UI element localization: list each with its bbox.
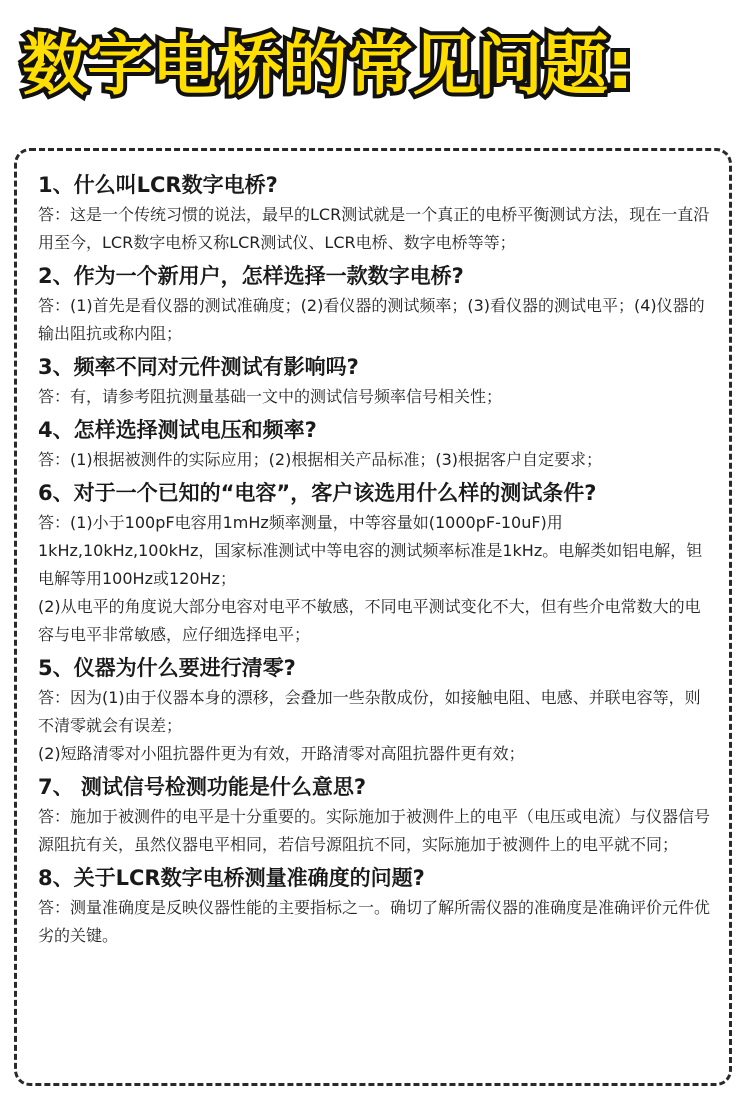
answer-8 xyxy=(38,894,713,950)
answer-1 xyxy=(38,201,713,257)
faq-item-4 xyxy=(38,416,713,474)
answer-2-paragraph-1: 答：(1)首先是看仪器的测试准确度；(2)看仪器的测试频率；(3)看仪器的测试电平；(4)仪器的输出阻抗或称内阻； xyxy=(38,296,705,343)
question-1: 1、什么叫LCR数字电桥? xyxy=(38,173,278,197)
faq-item-7 xyxy=(38,773,713,859)
answer-5 xyxy=(38,684,713,768)
answer-1-paragraph-1: 答：这是一个传统习惯的说法，最早的LCR测试就是一个真正的电桥平衡测试方法，现在一直沿用至今，LCR数字电桥又称LCR测试仪、LCR电桥、数字电桥等等； xyxy=(38,205,710,252)
answer-4-paragraph-1: 答：(1)根据被测件的实际应用；(2)根据相关产品标准；(3)根据客户自定要求； xyxy=(38,450,602,469)
faq-item-3 xyxy=(38,353,713,411)
question-3: 3、频率不同对元件测试有影响吗? xyxy=(38,355,359,379)
question-5: 5、仪器为什么要进行清零? xyxy=(38,656,296,680)
answer-6-paragraph-1: 答：(1)小于100pF电容用1mHz频率测量，中等容量如(1000pF-10uF)用1kHz,10kHz,100kHz，国家标准测试中等电容的测试频率标准是1kHz。电解类如铝电解，钽电解等用100Hz或120Hz； xyxy=(38,513,703,588)
faq-item-2 xyxy=(38,262,713,348)
question-7: 7、 测试信号检测功能是什么意思? xyxy=(38,775,367,799)
answer-5-paragraph-2: (2)短路清零对小阻抗器件更为有效，开路清零对高阻抗器件更有效； xyxy=(38,744,525,763)
answer-7 xyxy=(38,803,713,859)
question-4: 4、怎样选择测试电压和频率? xyxy=(38,418,317,442)
faq-item-6 xyxy=(38,479,713,649)
question-8: 8、关于LCR数字电桥测量准确度的问题? xyxy=(38,866,425,890)
question-6: 6、对于一个已知的“电容”，客户该选用什么样的测试条件? xyxy=(38,481,597,505)
answer-3-paragraph-1: 答：有，请参考阻抗测量基础一文中的测试信号频率信号相关性； xyxy=(38,387,503,406)
answer-5-paragraph-1: 答：因为(1)由于仪器本身的漂移，会叠加一些杂散成份，如接触电阻、电感、并联电容等，则不清零就会有误差； xyxy=(38,688,701,735)
answer-4 xyxy=(38,446,713,474)
answer-3 xyxy=(38,383,713,411)
faq-item-1 xyxy=(38,171,713,257)
answer-6 xyxy=(38,509,713,649)
answer-2 xyxy=(38,292,713,348)
page-title: 数字电桥的常见问题: xyxy=(22,27,633,104)
faq-item-5 xyxy=(38,654,713,768)
question-2: 2、作为一个新用户，怎样选择一款数字电桥? xyxy=(38,264,464,288)
answer-8-paragraph-1: 答：测量准确度是反映仪器性能的主要指标之一。确切了解所需仪器的准确度是准确评价元件优劣的关键。 xyxy=(38,898,711,945)
faq-item-8 xyxy=(38,864,713,950)
answer-6-paragraph-2: (2)从电平的角度说大部分电容对电平不敏感，不同电平测试变化不大，但有些介电常数大的电容与电平非常敏感，应仔细选择电平； xyxy=(38,597,701,644)
answer-7-paragraph-1: 答：施加于被测件的电平是十分重要的。实际施加于被测件上的电平（电压或电流）与仪器信号源阻抗有关，虽然仪器电平相同，若信号源阻抗不同，实际施加于被测件上的电平就不同； xyxy=(38,807,711,854)
faq-container xyxy=(14,148,732,1086)
